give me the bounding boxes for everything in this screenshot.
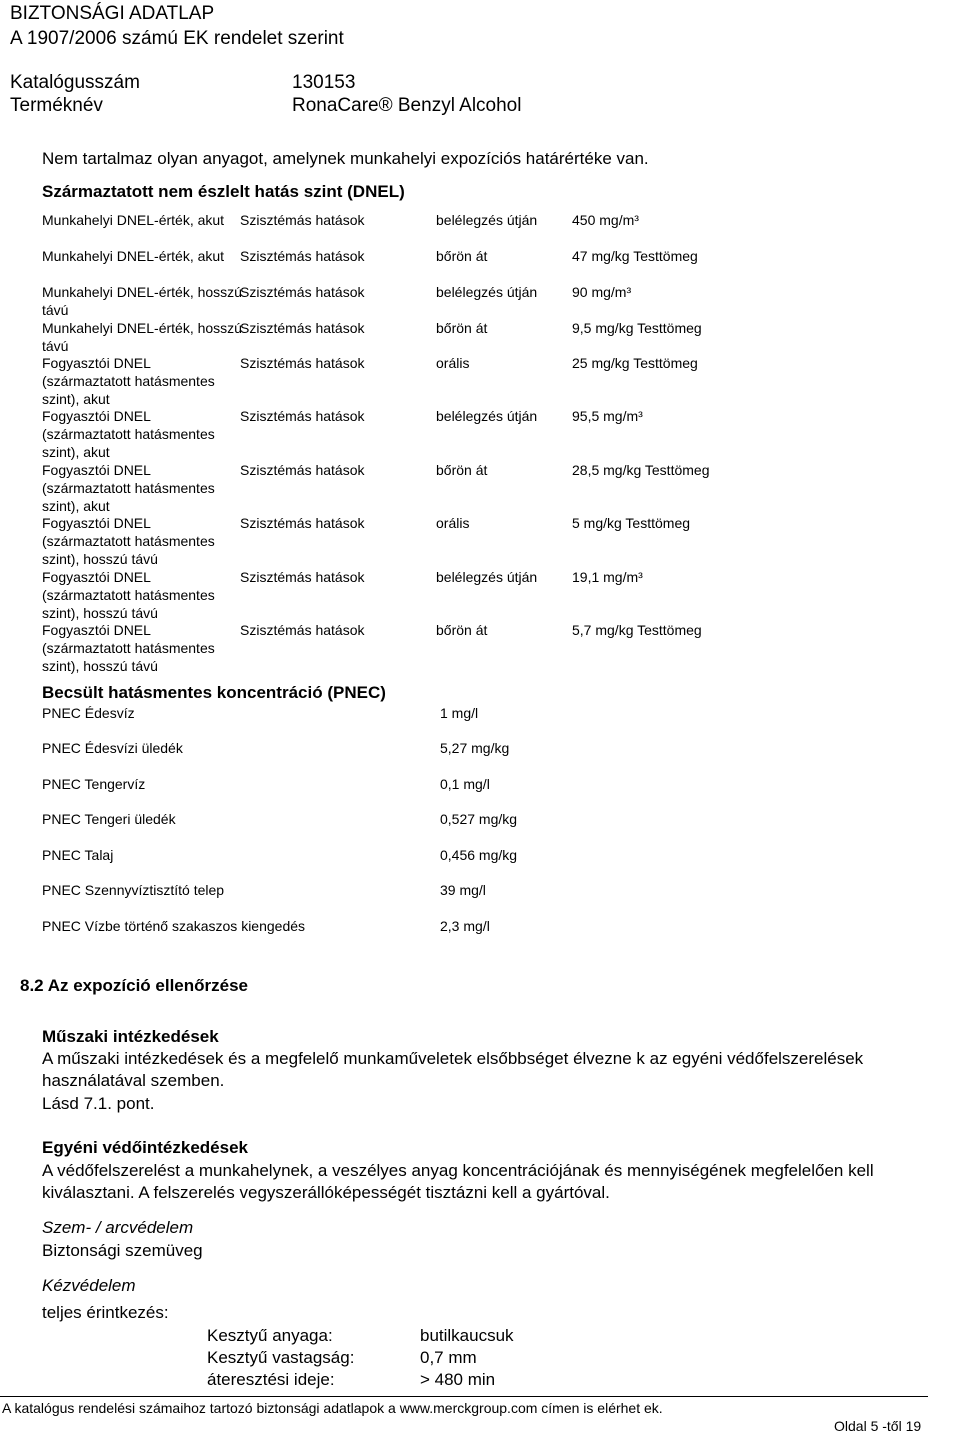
page-number: Oldal 5 -től 19 xyxy=(834,1418,922,1433)
dnel-value: 5 mg/kg Testtömeg xyxy=(572,515,691,531)
dnel-value: 9,5 mg/kg Testtömeg xyxy=(572,320,702,336)
dnel-route: belélegzés útján xyxy=(436,569,538,585)
glove-value: butilkaucsuk xyxy=(420,1326,514,1345)
dnel-value: 47 mg/kg Testtömeg xyxy=(572,248,698,264)
footer-divider xyxy=(0,1396,928,1397)
hand-protection-title: Kézvédelem xyxy=(42,1276,136,1295)
dnel-effect: Szisztémás hatások xyxy=(240,515,365,531)
footer-text: A katalógus rendelési számaihoz tartozó biztonsági adatlapok a www.merckgroup.com címen is elérhet ek. xyxy=(2,1400,663,1416)
dnel-effect: Szisztémás hatások xyxy=(240,320,365,336)
full-contact-label: teljes érintkezés: xyxy=(42,1303,169,1322)
dnel-effect: Szisztémás hatások xyxy=(240,622,365,638)
glove-label: Kesztyű vastagság: xyxy=(207,1348,355,1367)
dnel-value: 5,7 mg/kg Testtömeg xyxy=(572,622,702,638)
dnel-effect: Szisztémás hatások xyxy=(240,355,365,371)
dnel-value: 25 mg/kg Testtömeg xyxy=(572,355,698,371)
pnec-label: PNEC Édesvíz xyxy=(42,705,135,721)
intro-text: Nem tartalmaz olyan anyagot, amelynek munkahelyi expozíciós határértéke van. xyxy=(42,149,649,168)
pnec-value: 0,527 mg/kg xyxy=(440,811,518,827)
dnel-type: Fogyasztói DNEL (származtatott hatásmentes szint), akut xyxy=(42,355,215,407)
glove-label: áteresztési ideje: xyxy=(207,1370,335,1389)
dnel-route: orális xyxy=(436,515,470,531)
dnel-value: 28,5 mg/kg Testtömeg xyxy=(572,462,710,478)
regulation-subtitle: A 1907/2006 számú EK rendelet szerint xyxy=(10,28,344,49)
dnel-type: Munkahelyi DNEL-érték, hosszú távú xyxy=(42,320,242,354)
eye-protection-title: Szem- / arcvédelem xyxy=(42,1218,194,1237)
dnel-type: Munkahelyi DNEL-érték, hosszú távú xyxy=(42,284,242,318)
personal-measures-text: A védőfelszerelést a munkahelynek, a veszélyes anyag koncentrációjának és mennyiségének megfelelően kell kiválasztani. A felszerelés vegyszerállóképességét tisztázni kell a gyártóval. xyxy=(42,1161,874,1202)
dnel-route: belélegzés útján xyxy=(436,212,538,228)
dnel-effect: Szisztémás hatások xyxy=(240,212,365,228)
dnel-effect: Szisztémás hatások xyxy=(240,408,365,424)
dnel-effect: Szisztémás hatások xyxy=(240,284,365,300)
dnel-type: Fogyasztói DNEL (származtatott hatásmentes szint), hosszú távú xyxy=(42,622,215,674)
glove-label: Kesztyű anyaga: xyxy=(207,1326,333,1345)
technical-measures-text: A műszaki intézkedések és a megfelelő munkaműveletek elsőbbséget élvezne k az egyéni védőfelszerelések használatával szemben. xyxy=(42,1049,864,1090)
pnec-value: 0,456 mg/kg xyxy=(440,847,518,863)
dnel-route: bőrön át xyxy=(436,248,488,264)
glove-value: > 480 min xyxy=(420,1370,496,1389)
pnec-value: 2,3 mg/l xyxy=(440,918,490,934)
dnel-type: Fogyasztói DNEL (származtatott hatásmentes szint), akut xyxy=(42,408,215,460)
dnel-route: belélegzés útján xyxy=(436,408,538,424)
technical-measures-title: Műszaki intézkedések xyxy=(42,1027,219,1046)
glove-value: 0,7 mm xyxy=(420,1348,477,1367)
pnec-title: Becsült hatásmentes koncentráció (PNEC) xyxy=(42,683,386,702)
pnec-value: 39 mg/l xyxy=(440,882,486,898)
pnec-label: PNEC Tengervíz xyxy=(42,776,146,792)
catalog-label: Katalógusszám xyxy=(10,72,140,93)
dnel-title: Származtatott nem észlelt hatás szint (DNEL) xyxy=(42,182,405,201)
catalog-value: 130153 xyxy=(292,72,356,93)
technical-measures-ref: Lásd 7.1. pont. xyxy=(42,1094,155,1113)
dnel-value: 90 mg/m³ xyxy=(572,284,632,300)
pnec-value: 5,27 mg/kg xyxy=(440,740,510,756)
dnel-effect: Szisztémás hatások xyxy=(240,462,365,478)
dnel-route: bőrön át xyxy=(436,320,488,336)
dnel-type: Fogyasztói DNEL (származtatott hatásmentes szint), hosszú távú xyxy=(42,569,215,621)
document-title: BIZTONSÁGI ADATLAP xyxy=(10,3,215,24)
dnel-route: orális xyxy=(436,355,470,371)
pnec-label: PNEC Tengeri üledék xyxy=(42,811,176,827)
eye-protection-text: Biztonsági szemüveg xyxy=(42,1241,203,1260)
personal-measures-title: Egyéni védőintézkedések xyxy=(42,1138,248,1157)
pnec-label: PNEC Vízbe történő szakaszos kiengedés xyxy=(42,918,306,934)
dnel-route: bőrön át xyxy=(436,622,488,638)
pnec-value: 1 mg/l xyxy=(440,705,479,721)
dnel-route: bőrön át xyxy=(436,462,488,478)
pnec-label: PNEC Édesvízi üledék xyxy=(42,740,183,756)
dnel-type: Fogyasztói DNEL (származtatott hatásmentes szint), akut xyxy=(42,462,215,514)
dnel-type: Munkahelyi DNEL-érték, akut xyxy=(42,248,225,264)
pnec-label: PNEC Talaj xyxy=(42,847,114,863)
dnel-effect: Szisztémás hatások xyxy=(240,248,365,264)
dnel-value: 450 mg/m³ xyxy=(572,212,639,228)
dnel-value: 95,5 mg/m³ xyxy=(572,408,643,424)
dnel-route: belélegzés útján xyxy=(436,284,538,300)
dnel-type: Fogyasztói DNEL (származtatott hatásmentes szint), hosszú távú xyxy=(42,515,215,567)
dnel-type: Munkahelyi DNEL-érték, akut xyxy=(42,212,225,228)
dnel-effect: Szisztémás hatások xyxy=(240,569,365,585)
dnel-value: 19,1 mg/m³ xyxy=(572,569,643,585)
product-value: RonaCare® Benzyl Alcohol xyxy=(292,95,522,116)
pnec-value: 0,1 mg/l xyxy=(440,776,490,792)
pnec-label: PNEC Szennyvíztisztító telep xyxy=(42,882,225,898)
product-label: Terméknév xyxy=(10,95,103,116)
exposure-title: 8.2 Az expozíció ellenőrzése xyxy=(20,976,249,995)
